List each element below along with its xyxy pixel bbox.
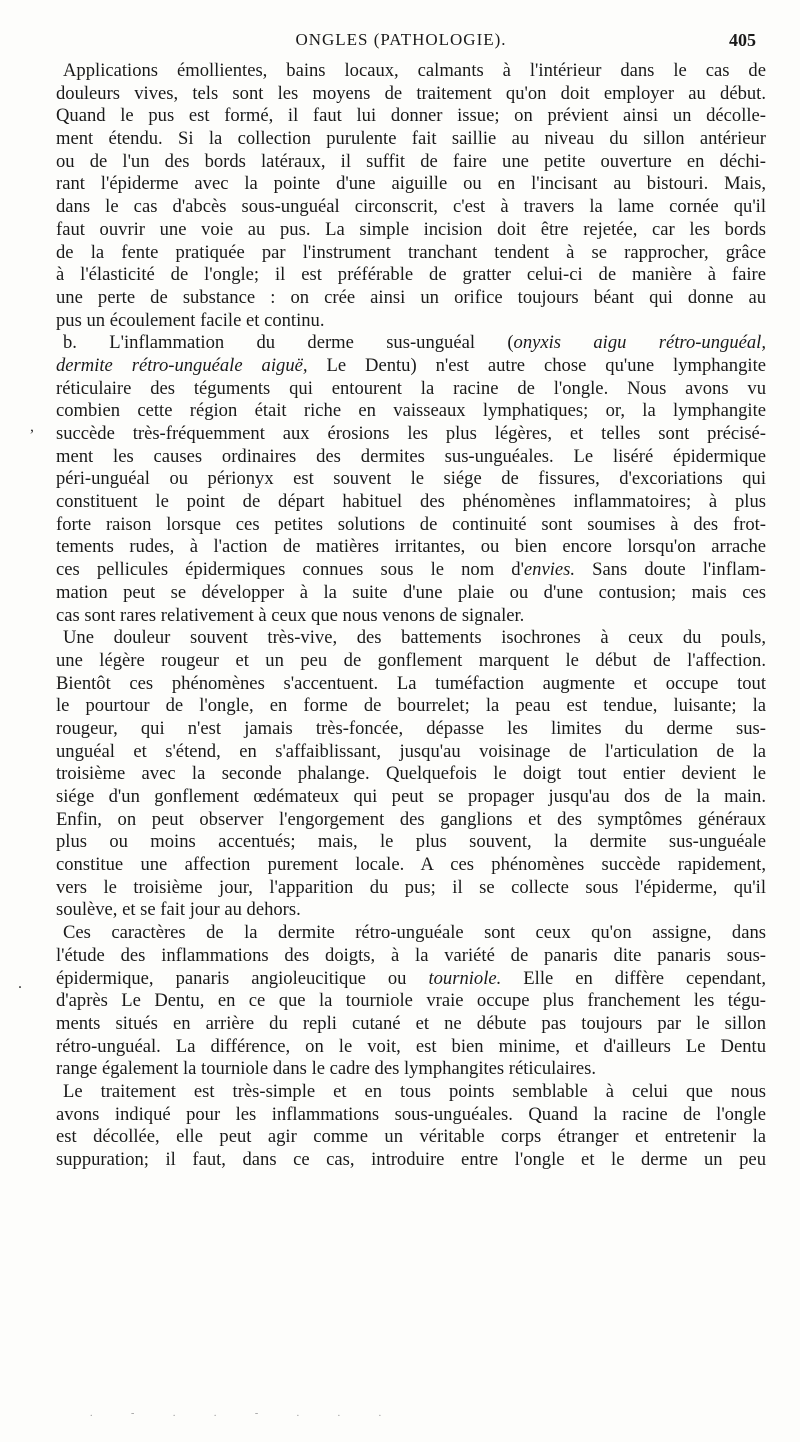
text-line: ment étendu. Si la collection purulente fait saillie au niveau du sillon antérieur <box>56 128 766 150</box>
running-head <box>46 28 756 52</box>
text-line <box>56 559 766 582</box>
text-run: Sans doute l'inflam- <box>575 559 766 581</box>
italic-term: dermite rétro-unguéale aiguë, <box>56 354 308 376</box>
text-line: pus un écoulement facile et continu. <box>56 309 325 331</box>
text-line: vers le troisième jour, l'apparition du pus; il se collecte sous l'épiderme, qu'il <box>56 876 766 898</box>
text-line: range également la tourniole dans le cadre des lymphangites réticulaires. <box>56 1058 597 1080</box>
text-line: soulève, et se fait jour au dehors. <box>56 899 301 921</box>
text-line: l'étude des inflammations des doigts, à la variété de panaris dite panaris sous- <box>56 944 766 966</box>
text-line: Une douleur souvent très-vive, des battements isochrones à ceux du pouls, <box>63 627 766 649</box>
text-line: plus ou moins accentués; mais, le plus souvent, la dermite sus-unguéale <box>56 831 766 853</box>
text-line: ment les causes ordinaires des dermites sus-unguéales. Le liséré épidermique <box>56 445 766 467</box>
margin-mark: , <box>30 418 34 435</box>
text-run: ces pellicules épidermiques connues sous le nom d' <box>56 559 524 581</box>
text-line: rant l'épiderme avec la pointe d'une aiguille ou en l'incisant au bistouri. Mais, <box>56 173 766 195</box>
text-line: Ces caractères de la dermite rétro-unguéale sont ceux qu'on assigne, dans <box>63 922 766 944</box>
text-run: Elle en diffère cependant, <box>501 967 766 989</box>
text-line <box>56 355 766 378</box>
text-line: d'après Le Dentu, en ce que la tourniole vraie occupe plus franchement les tégu- <box>56 990 766 1012</box>
text-line: constituent le point de départ habituel des phénomènes inflammatoires; à plus <box>56 491 766 513</box>
text-line: Bientôt ces phénomènes s'accentuent. La tuméfaction augmente et occupe tout <box>56 672 766 694</box>
text-line: mation peut se développer à la suite d'une plaie ou d'une contusion; mais ces <box>56 581 766 603</box>
text-line: combien cette région était riche en vaisseaux lymphatiques; or, la lymphangite <box>56 400 766 422</box>
text-line: faut ouvrir une voie au pus. La simple incision doit être rejetée, car les bords <box>56 218 766 240</box>
text-run: épidermique, panaris angioleucitique ou <box>56 967 429 989</box>
text-line: une perte de substance : on crée ainsi un orifice toujours béant qui donne au <box>56 286 766 308</box>
text-line: une légère rougeur et un peu de gonflement marquent le début de l'affection. <box>56 649 766 671</box>
text-line: rougeur, qui n'est jamais très-foncée, dépasse les limites du derme sus- <box>56 717 766 739</box>
text-line: dans le cas d'abcès sous-unguéal circonscrit, c'est à travers la lame cornée qu'il <box>56 196 766 218</box>
text-line: avons indiqué pour les inflammations sous-unguéales. Quand la racine de l'ongle <box>56 1103 766 1125</box>
text-run: Le Dentu) n'est autre chose qu'une lymphangite <box>307 354 766 376</box>
text-line: siége d'un gonflement œdémateux qui peut se propager jusqu'au dos de la main. <box>56 786 766 807</box>
text-line: Enfin, on peut observer l'engorgement des ganglions et des symptômes généraux <box>56 808 766 830</box>
text-line: tements rudes, à l'action de matières irritantes, ou bien encore lorsqu'on arrache <box>56 536 766 558</box>
text-line: le pourtour de l'ongle, en forme de bourrelet; la peau est tendue, luisante; la <box>56 695 766 717</box>
text-line: succède très-fréquemment aux érosions les plus légères, et telles sont précisé- <box>56 423 766 444</box>
scan-noise: . - . . - . . . <box>90 1408 400 1416</box>
text-line: rétro-unguéal. La différence, on le voit, est bien minime, et d'ailleurs Le Dentu <box>56 1035 766 1057</box>
text-line: de la fente pratiquée par l'instrument tranchant tendent à se rapprocher, grâce <box>56 241 766 263</box>
text-line: suppuration; il faut, dans ce cas, introduire entre l'ongle et le derme un peu <box>56 1149 766 1170</box>
text-run: b. L'inflammation du derme sus-unguéal ( <box>63 332 514 354</box>
text-line <box>56 332 766 355</box>
running-title: ONGLES (PATHOLOGIE). <box>295 30 507 49</box>
page-number: 405 <box>729 30 756 50</box>
text-line: ou de l'un des bords latéraux, il suffit de faire une petite ouverture en déchi- <box>56 150 766 172</box>
text-line: Quand le pus est formé, il faut lui donner issue; on prévient ainsi un décolle- <box>56 105 766 127</box>
text-line: ments situés en arrière du repli cutané et ne débute pas toujours par le sillon <box>56 1012 766 1034</box>
text-line: unguéal et s'étend, en s'affaiblissant, jusqu'au voisinage de l'articulation de la <box>56 740 766 762</box>
text-line: troisième avec la seconde phalange. Quelquefois le doigt tout entier devient le <box>56 763 766 785</box>
text-line: forte raison lorsque ces petites solutions de continuité sont soumises à des frot- <box>56 513 766 535</box>
italic-term: onyxis aigu rétro-unguéal, <box>513 332 766 354</box>
text-line: est décollée, elle peut agir comme un véritable corps étranger et entretenir la <box>56 1126 766 1148</box>
margin-mark: . <box>18 975 22 992</box>
italic-term: envies. <box>523 559 576 581</box>
text-line: constitue une affection purement locale. A ces phénomènes succède rapidement, <box>56 854 766 876</box>
text-line: Le traitement est très-simple et en tous points semblable à celui que nous <box>63 1080 766 1102</box>
text-line: réticulaire des téguments qui entourent la racine de l'ongle. Nous avons vu <box>56 377 766 399</box>
text-line <box>56 968 766 991</box>
text-line: douleurs vives, tels sont les moyens de traitement qu'on doit employer au début. <box>56 82 766 104</box>
body-text <box>56 60 766 1172</box>
text-line: péri-unguéal ou périonyx est souvent le siége de fissures, d'excoriations qui <box>56 468 766 490</box>
text-line: Applications émollientes, bains locaux, calmants à l'intérieur dans le cas de <box>63 60 766 81</box>
text-line: cas sont rares relativement à ceux que nous venons de signaler. <box>56 604 525 626</box>
text-line: à l'élasticité de l'ongle; il est préférable de gratter celui-ci de manière à faire <box>56 264 766 286</box>
italic-term: tourniole. <box>428 967 502 989</box>
